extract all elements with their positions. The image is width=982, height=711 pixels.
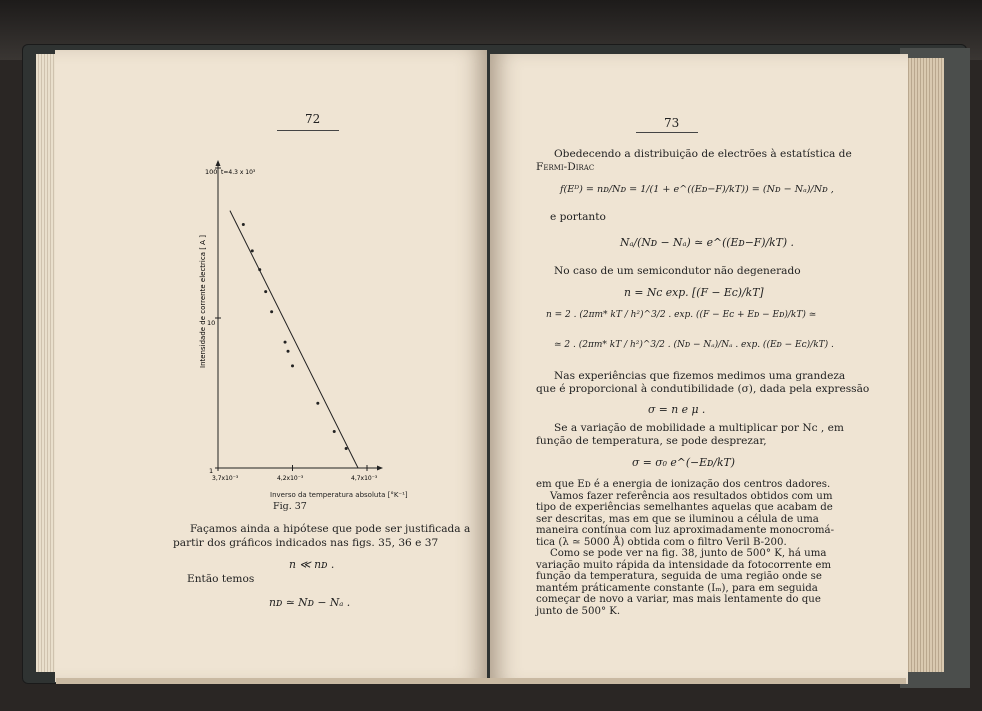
page-number-rule <box>636 132 698 133</box>
equation: Nₐ/(Nᴅ − Nₐ) ≃ e^((Eᴅ−F)/kT) . <box>620 236 794 249</box>
equation: σ = n e μ . <box>648 403 706 416</box>
paragraph-line: Fermi-Dirac <box>536 161 595 173</box>
equation: n ≪ nᴅ . <box>289 558 335 571</box>
paragraph-line: e portanto <box>550 211 606 223</box>
x-axis-label: Inverso da temperatura absoluta [°K⁻¹] <box>270 491 408 499</box>
equation: nᴅ ≃ Nᴅ − Nₐ . <box>269 596 351 609</box>
data-point <box>316 402 319 405</box>
data-point <box>291 364 294 367</box>
data-point <box>287 350 290 353</box>
paragraph-line: variação muito rápida da intensidade da fotocorrente em <box>536 559 832 571</box>
x-tick-1: 3,7x10⁻³ <box>212 475 239 482</box>
equation: n = Nᴄ exp. [(F − Eᴄ)/kT] <box>624 286 764 299</box>
equation: f(Eᴰ) = nᴅ/Nᴅ = 1/(1 + e^((Eᴅ−F)/kT)) = (Nᴅ − Nₐ)/Nᴅ , <box>560 184 834 195</box>
paragraph-line: Então temos <box>187 573 255 585</box>
x-axis-arrow <box>377 466 383 471</box>
page-edges-bottom <box>56 678 906 684</box>
page-number: 72 <box>305 112 321 126</box>
data-point <box>284 341 287 344</box>
right-page <box>490 54 908 684</box>
data-point <box>242 223 245 226</box>
paragraph-line: função de temperatura, se pode desprezar, <box>536 435 767 447</box>
paragraph-line: partir dos gráficos indicados nas figs. 35, 36 e 37 <box>173 537 439 549</box>
paragraph-line: Obedecendo a distribuição de electrões à estatística de <box>554 148 852 160</box>
paragraph-line: em que Eᴅ é a energia de ionização dos centros dadores. <box>536 479 831 490</box>
page-number: 73 <box>664 116 680 130</box>
y-tick-bottom: 1 <box>209 467 214 475</box>
equation: n = 2 . (2πm* kT / h²)^3/2 . exp. ((F − Eᴄ + Eᴅ − Eᴅ)/kT) ≃ <box>546 310 817 320</box>
data-point <box>270 310 273 313</box>
data-point <box>264 290 267 293</box>
data-point <box>258 268 261 271</box>
paragraph-line: maneira contínua com luz aproximadamente monocromá- <box>536 525 835 536</box>
x-tick-3: 4,7x10⁻³ <box>351 475 378 482</box>
data-point <box>251 249 254 252</box>
data-point <box>333 430 336 433</box>
equation: σ = σ₀ e^(−Eᴅ/kT) <box>632 456 735 469</box>
y-tick-top: 100 <box>205 168 218 176</box>
left-page <box>55 50 487 682</box>
figure-caption: Fig. 37 <box>273 501 307 512</box>
paragraph-line: tipo de experiências semelhantes aquelas que acabam de <box>536 502 833 513</box>
paragraph-line: Façamos ainda a hipótese que pode ser justificada a <box>190 523 471 535</box>
paragraph-line: tica (λ ≃ 5000 Å) obtida com o filtro Veril B-200. <box>536 536 787 548</box>
paragraph-line: ser descritas, mas em que se iluminou a célula de uma <box>536 513 819 525</box>
paragraph-line: No caso de um semicondutor não degenerado <box>554 265 801 277</box>
equation: ≃ 2 . (2πm* kT / h²)^3/2 . (Nᴅ − Nₐ)/Nₐ . exp. ((Eᴅ − Eᴄ)/kT) . <box>554 340 834 350</box>
figure-37-chart <box>55 50 487 482</box>
data-point <box>345 447 348 450</box>
y-tick-mid: 10 <box>207 319 216 327</box>
page-edges-left <box>36 54 56 672</box>
fit-line <box>230 211 358 468</box>
paragraph-line: função da temperatura, seguida de uma região onde se <box>536 571 822 582</box>
y-tick-top-extra: t=4.3 x 10³ <box>221 169 256 176</box>
paragraph-line: Vamos fazer referência aos resultados obtidos com um <box>550 490 833 502</box>
y-axis-label: Intensidade de corrente electrica [ A ] <box>199 235 207 368</box>
page-edges-right <box>906 58 944 672</box>
x-tick-2: 4,2x10⁻³ <box>277 475 304 482</box>
paragraph-line: Como se pode ver na fig. 38, junto de 500° K, há uma <box>550 548 827 559</box>
paragraph-line: Se a variação de mobilidade a multiplicar por Nᴄ , em <box>554 422 844 434</box>
paragraph-line: que é proporcional à condutibilidade (σ), dada pela expressão <box>536 383 870 395</box>
paragraph-line: Nas experiências que fizemos medimos uma grandeza <box>554 370 846 382</box>
y-axis-arrow <box>216 160 221 166</box>
paragraph-line: começar de novo a variar, mas mais lentamente do que <box>536 594 821 605</box>
paragraph-line: junto de 500° K. <box>536 605 621 617</box>
paragraph-line: mantém práticamente constante (Iₘ), para em seguida <box>536 582 818 594</box>
